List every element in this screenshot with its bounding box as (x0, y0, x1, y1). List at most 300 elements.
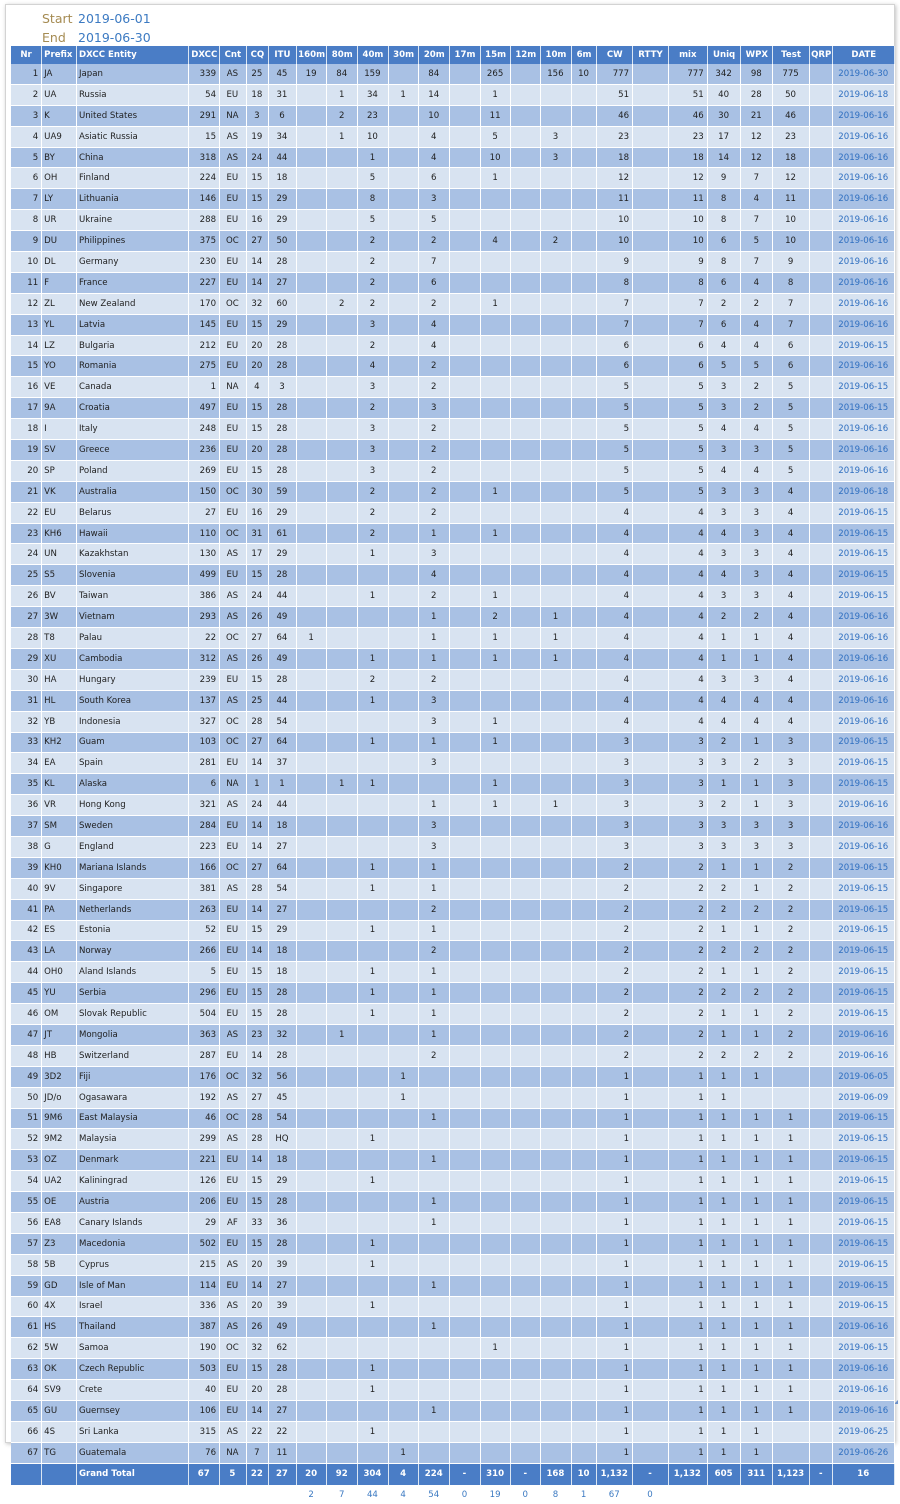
cell-wpx: 2 (741, 1045, 773, 1066)
cell-prefix: SV (42, 440, 77, 461)
cell-b40: 4 (358, 356, 389, 377)
cell-date[interactable]: 2019-06-09 (833, 1087, 895, 1108)
cell-b6 (571, 774, 597, 795)
cell-date[interactable]: 2019-06-15 (833, 857, 895, 878)
cell-entity: Guam (76, 732, 188, 753)
cell-b6 (571, 962, 597, 983)
cell-b30 (388, 1338, 419, 1359)
cell-date[interactable]: 2019-06-26 (833, 1442, 895, 1463)
cell-b6 (571, 607, 597, 628)
cell-date[interactable]: 2019-06-15 (833, 502, 895, 523)
cell-nr: 47 (11, 1024, 42, 1045)
cell-entity: Thailand (76, 1317, 188, 1338)
cell-date[interactable]: 2019-06-18 (833, 481, 895, 502)
cell-b80 (327, 1254, 358, 1275)
cell-date[interactable]: 2019-06-16 (833, 189, 895, 210)
cell-b15 (480, 1275, 511, 1296)
cell-mix: 4 (668, 690, 707, 711)
cell-dxcc: 103 (189, 732, 220, 753)
cell-date[interactable]: 2019-06-15 (833, 1338, 895, 1359)
cell-b15: 1 (480, 293, 511, 314)
cell-date[interactable]: 2019-06-16 (833, 1024, 895, 1045)
cell-b80 (327, 1192, 358, 1213)
cell-dxcc: 284 (189, 816, 220, 837)
cell-date[interactable]: 2019-06-15 (833, 962, 895, 983)
cell-b15 (480, 1380, 511, 1401)
cell-date[interactable]: 2019-06-16 (833, 648, 895, 669)
cell-wpx: 3 (741, 502, 773, 523)
cell-date[interactable]: 2019-06-16 (833, 105, 895, 126)
cell-qrp (809, 523, 833, 544)
cell-date[interactable]: 2019-06-18 (833, 84, 895, 105)
table-row (11, 1024, 895, 1045)
cell-prefix: UR (42, 210, 77, 231)
cell-rtty (633, 252, 669, 273)
cell-b15 (480, 440, 511, 461)
cell-qrp (809, 1338, 833, 1359)
cell-cq: 31 (246, 523, 268, 544)
cell-prefix: HB (42, 1045, 77, 1066)
grand-total-itu: 27 (269, 1463, 297, 1485)
cell-date[interactable]: 2019-06-15 (833, 586, 895, 607)
cell-date[interactable]: 2019-06-15 (833, 774, 895, 795)
cell-nr: 53 (11, 1150, 42, 1171)
table-row (11, 732, 895, 753)
cell-mix: 7 (668, 293, 707, 314)
cell-date[interactable]: 2019-06-16 (833, 1401, 895, 1422)
cell-b40 (358, 1338, 389, 1359)
cell-entity: Italy (76, 419, 188, 440)
cell-mix: 4 (668, 669, 707, 690)
cell-b10: 2 (541, 231, 572, 252)
cell-b12 (511, 1212, 541, 1233)
cell-date[interactable]: 2019-06-15 (833, 920, 895, 941)
grand-total-test: 1,123 (773, 1463, 810, 1485)
cell-mix: 10 (668, 231, 707, 252)
cell-date[interactable]: 2019-06-30 (833, 64, 895, 84)
cell-b6 (571, 314, 597, 335)
cell-b80 (327, 314, 358, 335)
cell-b15 (480, 878, 511, 899)
cell-b10 (541, 440, 572, 461)
cell-uniq: 2 (707, 1045, 741, 1066)
cell-date[interactable]: 2019-06-15 (833, 941, 895, 962)
cell-cnt: NA (220, 774, 247, 795)
cell-b10 (541, 1296, 572, 1317)
cell-b160 (296, 481, 327, 502)
cell-b40: 8 (358, 189, 389, 210)
start-date-value[interactable]: 2019-06-01 (78, 10, 151, 26)
column-header-b30[interactable]: 30m (388, 46, 419, 64)
cell-mix: 1 (668, 1317, 707, 1338)
cell-date[interactable]: 2019-06-15 (833, 1171, 895, 1192)
cell-date[interactable]: 2019-06-15 (833, 1108, 895, 1129)
cell-b15 (480, 1129, 511, 1150)
cell-nr: 44 (11, 962, 42, 983)
end-date-value[interactable]: 2019-06-30 (78, 29, 151, 45)
cell-qrp (809, 1442, 833, 1463)
cell-cw: 777 (597, 64, 633, 84)
cell-rtty (633, 920, 669, 941)
cell-date[interactable]: 2019-06-16 (833, 356, 895, 377)
cell-dxcc: 499 (189, 565, 220, 586)
table-row (11, 878, 895, 899)
cell-b15 (480, 983, 511, 1004)
cell-qrp (809, 1275, 833, 1296)
cell-b6 (571, 1004, 597, 1025)
column-header-test[interactable]: Test (773, 46, 810, 64)
column-header-cw[interactable]: CW (597, 46, 633, 64)
cell-date[interactable]: 2019-06-16 (833, 419, 895, 440)
cell-date[interactable]: 2019-06-16 (833, 690, 895, 711)
cell-b80 (327, 1359, 358, 1380)
cell-b160 (296, 1066, 327, 1087)
cell-cnt: AS (220, 1129, 247, 1150)
column-header-prefix[interactable]: Prefix (42, 46, 77, 64)
cell-date[interactable]: 2019-06-15 (833, 1150, 895, 1171)
cell-date[interactable]: 2019-06-15 (833, 1004, 895, 1025)
cell-date[interactable]: 2019-06-15 (833, 1296, 895, 1317)
cell-date[interactable]: 2019-06-16 (833, 1359, 895, 1380)
cell-date[interactable]: 2019-06-16 (833, 816, 895, 837)
column-header-cnt[interactable]: Cnt (220, 46, 247, 64)
cell-itu: 28 (269, 1233, 297, 1254)
cell-b20: 4 (419, 126, 450, 147)
cell-b15: 1 (480, 1338, 511, 1359)
cell-b30 (388, 1380, 419, 1401)
cell-date[interactable]: 2019-06-16 (833, 1317, 895, 1338)
cell-date[interactable]: 2019-06-15 (833, 1212, 895, 1233)
column-header-nr[interactable]: Nr (11, 46, 42, 64)
cell-mix: 6 (668, 356, 707, 377)
column-header-b80[interactable]: 80m (327, 46, 358, 64)
cell-wpx: 1 (741, 1380, 773, 1401)
cell-b80 (327, 460, 358, 481)
cell-date[interactable]: 2019-06-16 (833, 252, 895, 273)
cell-wpx: 3 (741, 481, 773, 502)
cell-date[interactable]: 2019-06-16 (833, 1045, 895, 1066)
cell-itu: 37 (269, 753, 297, 774)
cell-b12 (511, 899, 541, 920)
cell-date[interactable]: 2019-06-15 (833, 732, 895, 753)
cell-cnt: OC (220, 1338, 247, 1359)
cell-dxcc: 215 (189, 1254, 220, 1275)
cell-entity: Denmark (76, 1150, 188, 1171)
cell-b6 (571, 1108, 597, 1129)
cell-b10 (541, 565, 572, 586)
cell-b12 (511, 314, 541, 335)
cell-test: 4 (773, 544, 810, 565)
cell-b6 (571, 1401, 597, 1422)
cell-b80 (327, 1421, 358, 1442)
cell-dxcc: 106 (189, 1401, 220, 1422)
table-row (11, 774, 895, 795)
cell-uniq: 2 (707, 607, 741, 628)
cell-itu: 28 (269, 1192, 297, 1213)
cell-date[interactable]: 2019-06-16 (833, 293, 895, 314)
cell-cw: 1 (597, 1212, 633, 1233)
cell-b6 (571, 1380, 597, 1401)
cell-date[interactable]: 2019-06-05 (833, 1066, 895, 1087)
table-row (11, 1171, 895, 1192)
column-header-b20[interactable]: 20m (419, 46, 450, 64)
cell-b30 (388, 64, 419, 84)
cell-date[interactable]: 2019-06-16 (833, 210, 895, 231)
column-header-rtty[interactable]: RTTY (633, 46, 669, 64)
cell-mix: 1 (668, 1087, 707, 1108)
cell-b160 (296, 1150, 327, 1171)
cell-date[interactable]: 2019-06-16 (833, 440, 895, 461)
cell-b15: 4 (480, 231, 511, 252)
cell-nr: 28 (11, 628, 42, 649)
cell-uniq: 1 (707, 1024, 741, 1045)
cell-b6 (571, 147, 597, 168)
cell-entity: Canada (76, 377, 188, 398)
cell-uniq: 1 (707, 1108, 741, 1129)
cell-date[interactable]: 2019-06-15 (833, 565, 895, 586)
cell-cw: 5 (597, 481, 633, 502)
cell-nr: 8 (11, 210, 42, 231)
cell-qrp (809, 1212, 833, 1233)
cell-entity: Czech Republic (76, 1359, 188, 1380)
cell-b10 (541, 816, 572, 837)
cell-test: 1 (773, 1212, 810, 1233)
cell-cq: 15 (246, 314, 268, 335)
column-header-b10[interactable]: 10m (541, 46, 572, 64)
cell-date[interactable]: 2019-06-16 (833, 272, 895, 293)
cell-b20: 4 (419, 314, 450, 335)
cell-date[interactable]: 2019-06-16 (833, 231, 895, 252)
cell-itu: 49 (269, 1317, 297, 1338)
grand-total-row (11, 1463, 895, 1485)
cell-dxcc: 126 (189, 1171, 220, 1192)
cell-prefix: EA8 (42, 1212, 77, 1233)
cell-b12 (511, 628, 541, 649)
cell-date[interactable]: 2019-06-16 (833, 168, 895, 189)
cell-b80 (327, 1233, 358, 1254)
cell-qrp (809, 314, 833, 335)
cell-b160 (296, 252, 327, 273)
cell-cnt: OC (220, 857, 247, 878)
cell-date[interactable]: 2019-06-16 (833, 460, 895, 481)
cell-b30 (388, 1129, 419, 1150)
cell-qrp (809, 1401, 833, 1422)
cell-mix: 23 (668, 126, 707, 147)
cell-b40 (358, 1442, 389, 1463)
cell-rtty (633, 1317, 669, 1338)
cell-mix: 1 (668, 1066, 707, 1087)
cell-wpx: 3 (741, 523, 773, 544)
cell-b12 (511, 920, 541, 941)
column-header-b160[interactable]: 160m (296, 46, 327, 64)
cell-cq: 14 (246, 899, 268, 920)
column-header-b17[interactable]: 17m (450, 46, 481, 64)
cell-cw: 2 (597, 899, 633, 920)
cell-cw: 6 (597, 335, 633, 356)
cell-uniq: 1 (707, 1442, 741, 1463)
cell-qrp (809, 168, 833, 189)
cell-date[interactable]: 2019-06-15 (833, 753, 895, 774)
cell-date[interactable]: 2019-06-15 (833, 523, 895, 544)
cell-b17 (450, 1066, 481, 1087)
cell-b15 (480, 1108, 511, 1129)
cell-date[interactable]: 2019-06-16 (833, 836, 895, 857)
column-header-entity[interactable]: DXCC Entity (76, 46, 188, 64)
column-header-b40[interactable]: 40m (358, 46, 389, 64)
cell-uniq: 3 (707, 836, 741, 857)
cell-cnt: EU (220, 1045, 247, 1066)
cell-b40 (358, 1212, 389, 1233)
column-header-dxcc[interactable]: DXCC (189, 46, 220, 64)
cell-date[interactable]: 2019-06-16 (833, 314, 895, 335)
cell-b160 (296, 1024, 327, 1045)
table-row (11, 607, 895, 628)
cell-wpx: 1 (741, 648, 773, 669)
cell-wpx: 1 (741, 1296, 773, 1317)
cell-date[interactable]: 2019-06-16 (833, 669, 895, 690)
cell-qrp (809, 586, 833, 607)
cell-uniq: 6 (707, 231, 741, 252)
table-row (11, 335, 895, 356)
cell-date[interactable]: 2019-06-16 (833, 147, 895, 168)
cell-date[interactable]: 2019-06-16 (833, 607, 895, 628)
band-count-cq (246, 1485, 268, 1504)
cell-rtty (633, 565, 669, 586)
cell-entity: Slovak Republic (76, 1004, 188, 1025)
cell-test: 1 (773, 1275, 810, 1296)
cell-cw: 1 (597, 1129, 633, 1150)
cell-dxcc: 46 (189, 1108, 220, 1129)
cell-cnt: EU (220, 168, 247, 189)
cell-uniq: 4 (707, 335, 741, 356)
cell-rtty (633, 356, 669, 377)
cell-rtty (633, 669, 669, 690)
cell-b17 (450, 1338, 481, 1359)
cell-b12 (511, 1296, 541, 1317)
cell-uniq: 30 (707, 105, 741, 126)
cell-date[interactable]: 2019-06-15 (833, 335, 895, 356)
cell-b12 (511, 419, 541, 440)
cell-b160 (296, 1401, 327, 1422)
cell-b30 (388, 293, 419, 314)
grand-total-b160: 20 (296, 1463, 327, 1485)
cell-b17 (450, 920, 481, 941)
column-header-uniq[interactable]: Uniq (707, 46, 741, 64)
cell-dxcc: 248 (189, 419, 220, 440)
cell-b12 (511, 753, 541, 774)
cell-b6 (571, 1254, 597, 1275)
cell-cq: 14 (246, 753, 268, 774)
cell-b17 (450, 1212, 481, 1233)
cell-uniq: 40 (707, 84, 741, 105)
cell-itu: 28 (269, 335, 297, 356)
cell-date[interactable]: 2019-06-16 (833, 795, 895, 816)
cell-dxcc: 327 (189, 711, 220, 732)
cell-b30 (388, 210, 419, 231)
grand-total-b15: 310 (480, 1463, 511, 1485)
cell-b40: 2 (358, 252, 389, 273)
cell-cnt: EU (220, 565, 247, 586)
column-header-wpx[interactable]: WPX (741, 46, 773, 64)
cell-b80 (327, 836, 358, 857)
cell-entity: Greece (76, 440, 188, 461)
cell-b80 (327, 878, 358, 899)
cell-b6 (571, 1129, 597, 1150)
cell-date[interactable]: 2019-06-15 (833, 398, 895, 419)
cell-dxcc: 5 (189, 962, 220, 983)
column-header-qrp[interactable]: QRP (809, 46, 833, 64)
cell-date[interactable]: 2019-06-16 (833, 628, 895, 649)
grand-total-date: 16 (833, 1463, 895, 1485)
cell-b15 (480, 1421, 511, 1442)
cell-b30 (388, 1401, 419, 1422)
cell-b15: 2 (480, 607, 511, 628)
cell-date[interactable]: 2019-06-15 (833, 1275, 895, 1296)
cell-date[interactable]: 2019-06-16 (833, 711, 895, 732)
column-header-b6[interactable]: 6m (571, 46, 597, 64)
cell-cw: 3 (597, 732, 633, 753)
cell-uniq: 2 (707, 293, 741, 314)
column-header-b12[interactable]: 12m (511, 46, 541, 64)
cell-cq: 23 (246, 1024, 268, 1045)
cell-wpx: 1 (741, 1275, 773, 1296)
cell-cq: 15 (246, 565, 268, 586)
cell-cq: 3 (246, 105, 268, 126)
cell-prefix: HS (42, 1317, 77, 1338)
cell-b15 (480, 899, 511, 920)
cell-date[interactable]: 2019-06-15 (833, 983, 895, 1004)
cell-mix: 10 (668, 210, 707, 231)
cell-mix: 4 (668, 523, 707, 544)
cell-mix: 1 (668, 1129, 707, 1150)
cell-entity: Spain (76, 753, 188, 774)
column-header-cq[interactable]: CQ (246, 46, 268, 64)
cell-mix: 1 (668, 1254, 707, 1275)
cell-b10 (541, 983, 572, 1004)
cell-date[interactable]: 2019-06-15 (833, 377, 895, 398)
cell-date[interactable]: 2019-06-16 (833, 126, 895, 147)
cell-date[interactable]: 2019-06-15 (833, 1192, 895, 1213)
cell-b80 (327, 252, 358, 273)
cell-date[interactable]: 2019-06-15 (833, 878, 895, 899)
cell-prefix: HA (42, 669, 77, 690)
cell-date[interactable]: 2019-06-16 (833, 1380, 895, 1401)
cell-cnt: EU (220, 1171, 247, 1192)
cell-rtty (633, 1045, 669, 1066)
cell-cnt: EU (220, 753, 247, 774)
cell-qrp (809, 1359, 833, 1380)
column-header-date[interactable]: DATE (833, 46, 895, 64)
cell-uniq: 1 (707, 1421, 741, 1442)
cell-nr: 20 (11, 460, 42, 481)
column-header-mix[interactable]: mix (668, 46, 707, 64)
cell-nr: 46 (11, 1004, 42, 1025)
cell-date[interactable]: 2019-06-15 (833, 1233, 895, 1254)
cell-b15 (480, 189, 511, 210)
band-count-cnt (220, 1485, 247, 1504)
cell-date[interactable]: 2019-06-15 (833, 899, 895, 920)
cell-rtty (633, 836, 669, 857)
column-header-b15[interactable]: 15m (480, 46, 511, 64)
cell-date[interactable]: 2019-06-25 (833, 1421, 895, 1442)
column-header-itu[interactable]: ITU (269, 46, 297, 64)
cell-date[interactable]: 2019-06-15 (833, 544, 895, 565)
cell-cq: 25 (246, 64, 268, 84)
cell-date[interactable]: 2019-06-15 (833, 1254, 895, 1275)
cell-b40 (358, 1317, 389, 1338)
cell-b160 (296, 1296, 327, 1317)
cell-date[interactable]: 2019-06-15 (833, 1129, 895, 1150)
